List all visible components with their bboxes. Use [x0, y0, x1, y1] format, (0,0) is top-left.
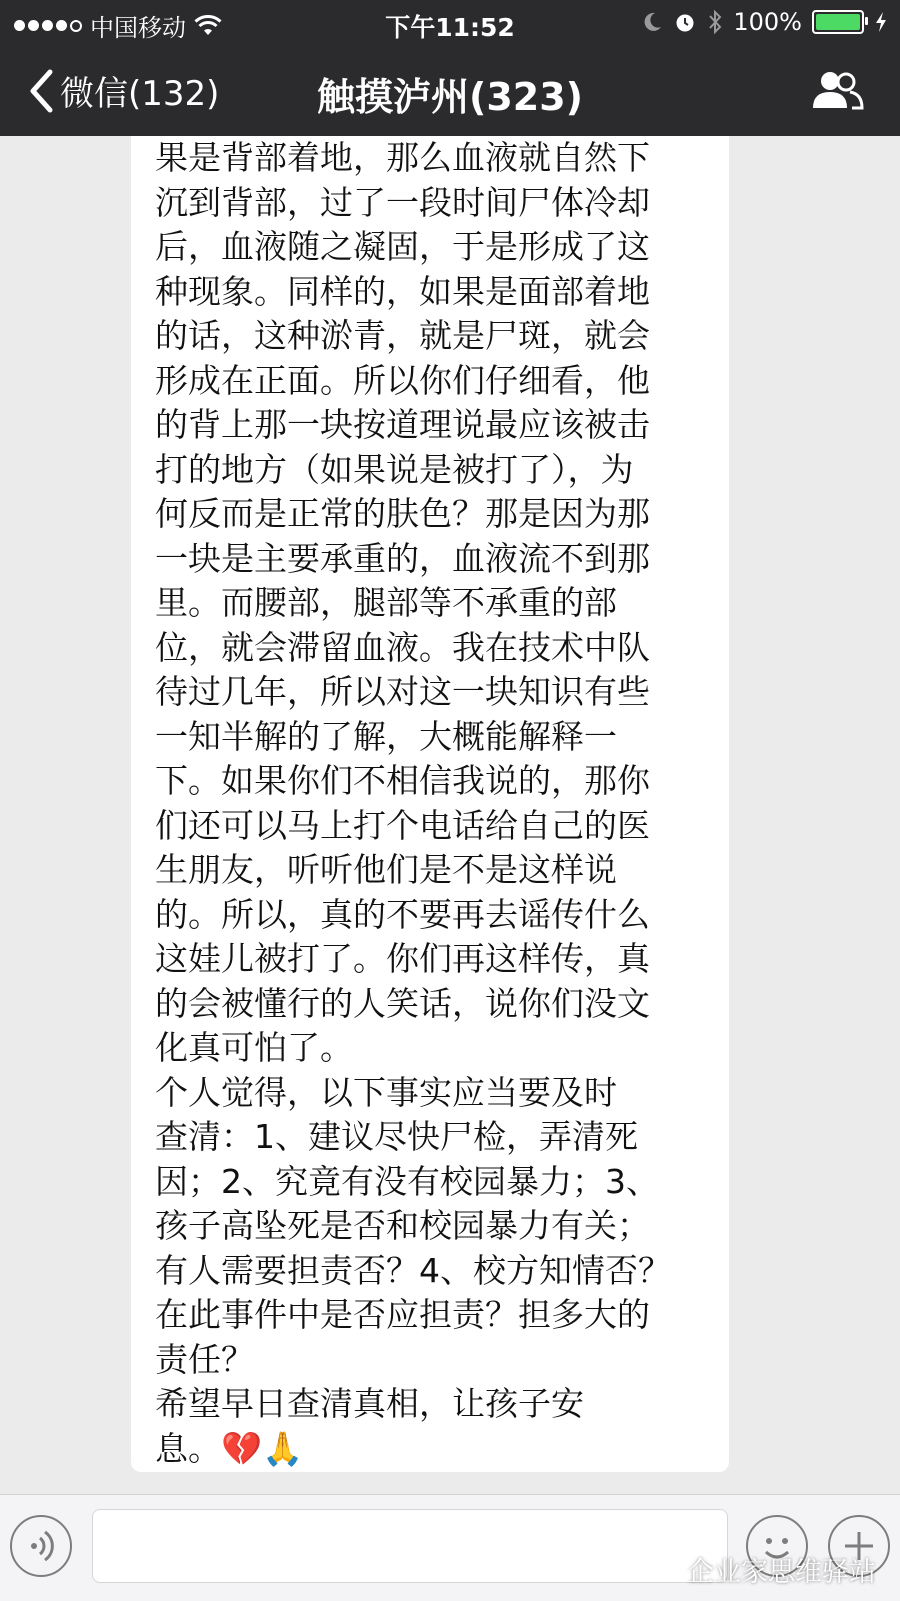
- message-input-bar: [0, 1494, 900, 1601]
- battery-percent: 100%: [733, 8, 802, 36]
- message-line: 下。如果你们不相信我说的，那你: [155, 761, 650, 800]
- carrier-name: 中国移动: [90, 14, 186, 42]
- message-line: 的会被懂行的人笑话，说你们没文: [155, 983, 650, 1023]
- status-bar: [0, 0, 900, 46]
- voice-wave-icon: [12, 1517, 70, 1575]
- message-line: 沉到背部，过了一段时间尸体冷却: [155, 182, 650, 222]
- chat-title: 触摸泸州(323): [316, 75, 584, 119]
- message-text-input[interactable]: [92, 1509, 728, 1583]
- message-line: 的话，这种淤青，就是尸斑，就会: [155, 316, 650, 355]
- message-line: 个人觉得，以下事实应当要及时: [155, 1072, 617, 1112]
- group-members-icon[interactable]: [810, 70, 864, 110]
- status-time: 下午11:52: [385, 13, 515, 42]
- message-line: 位，就会滞留血液。我在技术中队: [155, 627, 650, 667]
- message-line: 一块是主要承重的，血液流不到那: [155, 538, 650, 578]
- message-line: 在此事件中是否应担责？担多大的: [155, 1295, 650, 1334]
- bluetooth-icon: [707, 9, 723, 35]
- watermark-text: 企业家思维驿站: [687, 1557, 876, 1588]
- message-line: 一知半解的了解，大概能解释一: [155, 716, 617, 756]
- message-line: 果是背部着地，那么血液就自然下: [155, 138, 650, 177]
- message-line: 查清：1、建议尽快尸检，弄清死: [155, 1117, 638, 1156]
- message-line: 待过几年，所以对这一块知识有些: [155, 672, 650, 711]
- status-right: [641, 8, 888, 36]
- message-line: 化真可怕了。: [155, 1028, 353, 1067]
- message-text: [155, 136, 707, 1471]
- message-line: 因；2、究竟有没有校园暴力；3、: [155, 1161, 659, 1201]
- message-line: 后，血液随之凝固，于是形成了这: [155, 227, 650, 266]
- message-line: 这娃儿被打了。你们再这样传，真: [155, 939, 650, 978]
- message-line: 希望早日查清真相，让孩子安: [155, 1384, 584, 1423]
- message-line: 责任？: [155, 1339, 254, 1379]
- back-label: 微信(132): [60, 74, 220, 114]
- wechat-logo-icon: [645, 1556, 679, 1584]
- watermark: [645, 1550, 876, 1589]
- message-line: 有人需要担责否？4、校方知情否？: [155, 1250, 671, 1290]
- battery-icon: [812, 10, 864, 34]
- message-line: 形成在正面。所以你们仔细看，他: [155, 360, 650, 400]
- message-line: 打的地方（如果说是被打了），为: [155, 449, 634, 489]
- message-line: 孩子高坠死是否和校园暴力有关；: [155, 1206, 650, 1245]
- message-line: 的背上那一块按道理说最应该被击: [155, 405, 650, 444]
- message-bubble[interactable]: [131, 136, 729, 1472]
- message-line: 生朋友，听听他们是不是这样说: [155, 850, 617, 889]
- message-line: 里。而腰部，腿部等不承重的部: [155, 583, 617, 622]
- alarm-icon: [673, 10, 697, 34]
- voice-input-button[interactable]: [10, 1515, 72, 1577]
- message-line: 的。所以，真的不要再去谣传什么: [155, 894, 650, 934]
- chat-message-area[interactable]: [0, 136, 900, 1494]
- message-line: 种现象。同样的，如果是面部着地: [155, 271, 650, 311]
- moon-icon: [641, 11, 663, 33]
- message-line: 何反而是正常的肤色？那是因为那: [155, 494, 650, 533]
- chat-header: [0, 46, 900, 136]
- message-line: 们还可以马上打个电话给自己的医: [155, 805, 650, 845]
- charging-bolt-icon: [874, 11, 888, 33]
- message-line: 息。💔🙏: [155, 1428, 304, 1468]
